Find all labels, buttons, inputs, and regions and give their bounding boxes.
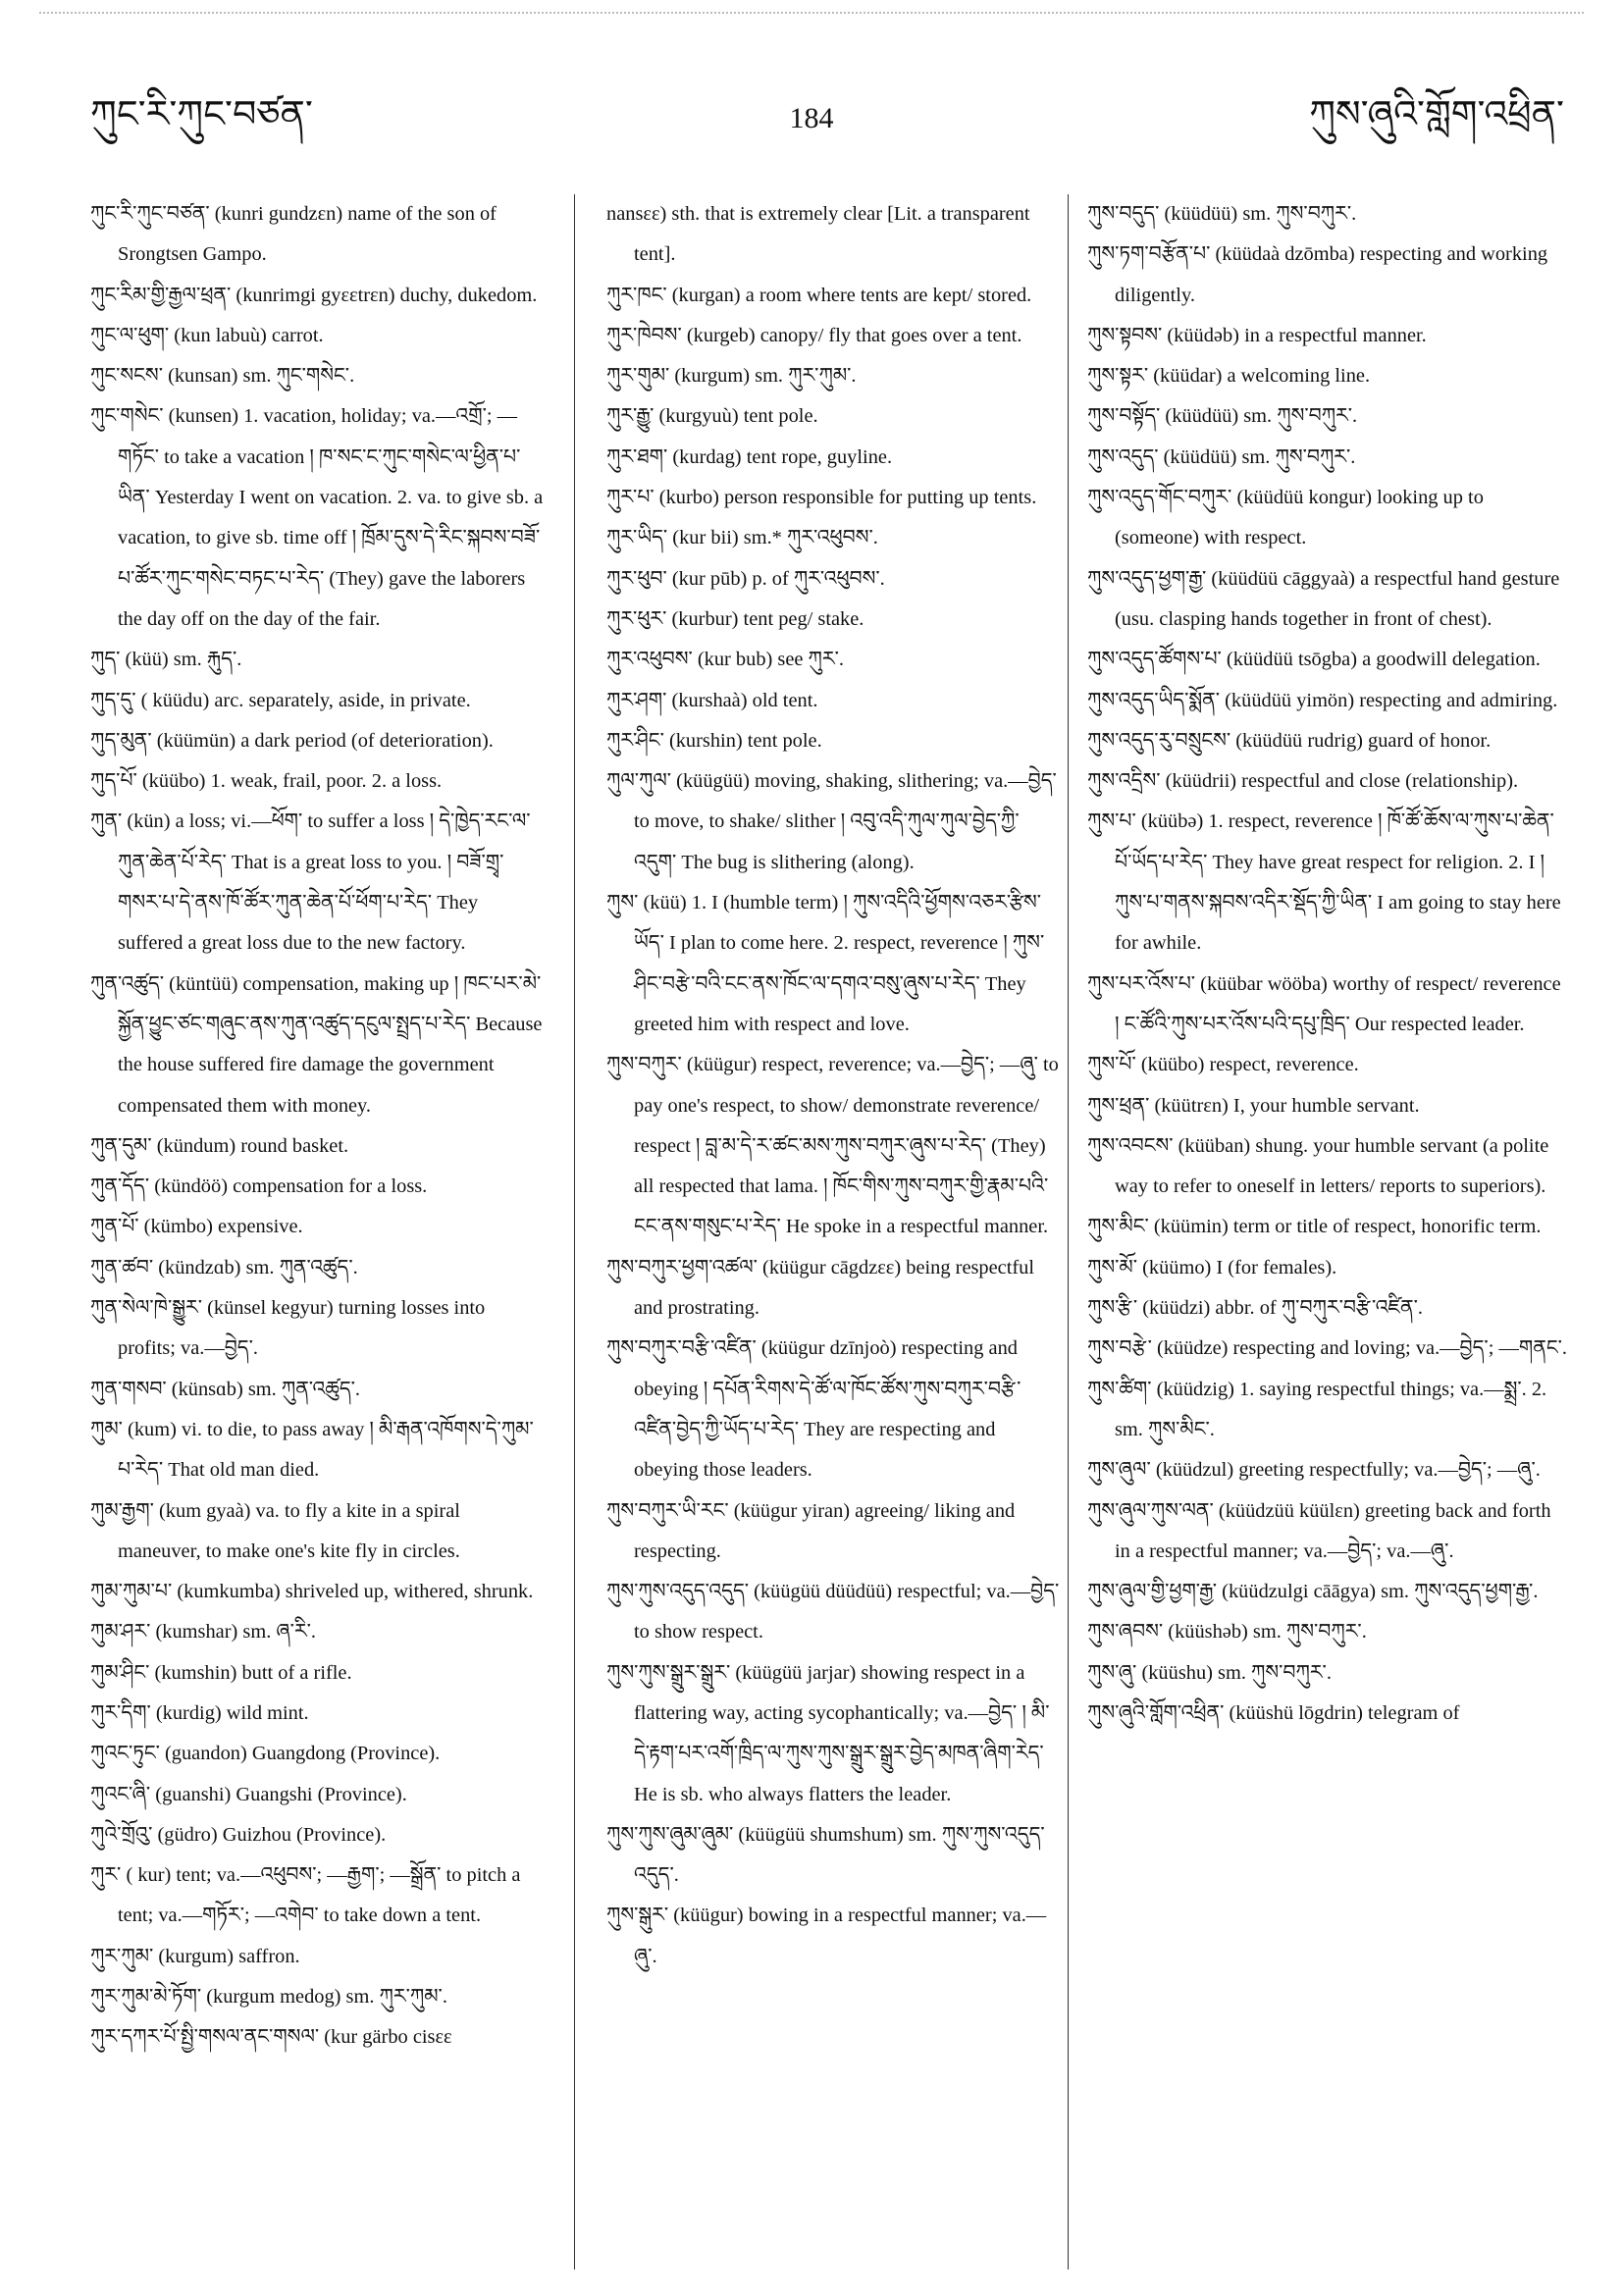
- column-right: [1087, 194, 1568, 2274]
- dictionary-entry: ཀུས་ཀུས་ཞུམ་ཞུམ་ (küügüü shumshum) sm. ཀུས་ཀུས་འདུད་འདུད་.: [606, 1823, 1045, 1887]
- dictionary-entry: nansɛɛ) sth. that is extremely clear [Lit. a transparent tent].: [606, 203, 1030, 266]
- dictionary-entry: ཀུར་ཡིད་ (kur bii) sm.* ཀུར་འཕུབས་.: [606, 527, 878, 549]
- dictionary-entry: ཀུད་དུ་ ( küüdu) arc. separately, aside, in private.: [90, 689, 471, 711]
- dictionary-entry: ཀུས་བཀུར་ (küügur) respect, reverence; va.—བྱེད་; —ཞུ་ to pay one's respect, to show/ demonstrate reverence/ respect ། བླ་མ་དེ་ར་ཚང་མས་ཀུས་བཀུར་ཞུས་པ་རེད་ (They) all respected that lama. ། ཁོང་གིས་ཀུས་བཀུར་གྱི་རྣམ་པའི་ངང་ནས་གསུང་པ་རེད་ He spoke in a respectful manner.: [606, 1054, 1059, 1238]
- column-divider-2: [1068, 194, 1069, 2270]
- dictionary-entry: ཀུམ་ཀུམ་པ་ (kumkumba) shriveled up, withered, shrunk.: [90, 1581, 534, 1603]
- dictionary-entry: ཀུས་ (küü) 1. I (humble term) ། ཀུས་འདིའི་ཕྱོགས་འཅར་རྩིས་ཡོད་ I plan to come here. 2. respect, reverence ། ཀུས་ཤིང་བརྩེ་བའི་ངང་ནས་ཁོང་ལ་དགའ་བསུ་ཞུས་པ་རེད་ They greeted him with respect and love.: [606, 892, 1045, 1035]
- dictionary-entry: ཀུན་དོད་ (kündöö) compensation for a loss.: [90, 1175, 428, 1198]
- dictionary-entry: ཀུས་སྟར་ (küüdar) a welcoming line.: [1087, 365, 1371, 388]
- dictionary-entry: ཀུམ་ཤིང་ (kumshin) butt of a rifle.: [90, 1661, 352, 1684]
- dictionary-entry: ཀུར་ཕུབ་ (kur pūb) p. of ཀུར་འཕུབས་.: [606, 567, 885, 590]
- dictionary-entry: ཀུས་བཀུར་བརྩི་འཛིན་ (küügur dzīnjoò) respecting and obeying ། དཔོན་རིགས་དེ་ཚོ་ལ་ཁོང་ཚོས་ཀུས་བཀུར་བརྩི་འཛིན་བྱེད་ཀྱི་ཡོད་པ་རེད་ They are respecting and obeying those leaders.: [606, 1337, 1021, 1482]
- right-guide-word: ཀུས་ཞུའི་གློག་འཕྲིན་: [1309, 94, 1564, 135]
- dictionary-entry: ཀུན་སེལ་ཁེ་སྒྱུར་ (künsel kegyur) turning losses into profits; va.—བྱེད་.: [90, 1297, 486, 1360]
- dictionary-entry: ཀུས་བདུད་ (küüdüü) sm. ཀུས་བཀུར་.: [1087, 203, 1357, 225]
- dictionary-entry: ཀུས་ཞབས་ (küüshəb) sm. ཀུས་བཀུར་.: [1087, 1621, 1367, 1644]
- dictionary-entry: ཀུར་གུམ་ (kurgum) sm. ཀུར་ཀུམ་.: [606, 365, 857, 388]
- dictionary-entry: ཀུར་དིག་ (kurdig) wild mint.: [90, 1701, 309, 1724]
- dictionary-entry: ཀུས་པ་ (küübə) 1. respect, reverence ། ཁོ་ཚོ་ཆོས་ལ་ཀུས་པ་ཆེན་པོ་ཡོད་པ་རེད་ They have great respect for religion. 2. I ། ཀུས་པ་གནས་སྐབས་འདིར་སྡོད་ཀྱི་ཡིན་ I am going to stay here for awhile.: [1087, 810, 1561, 955]
- dictionary-entry: ཀུན་འཚུད་ (küntüü) compensation, making up ། ཁང་པར་མེ་སྐྱོན་ཕྱུང་ཙང་གཞུང་ནས་ཀུན་འཚུད་དངུལ་སྤྲད་པ་རེད་ Because the house suffered fire damage the government compensated them with money.: [90, 972, 543, 1117]
- dictionary-entry: ཀུར་དཀར་པོ་སྤྱི་གསལ་ནང་གསལ་ (kur gärbo cisɛɛ: [90, 2026, 452, 2049]
- dictionary-entry: ཀུས་ཞུལ་ (küüdzul) greeting respectfully; va.—བྱེད་; —ཞུ་.: [1087, 1459, 1541, 1482]
- column-left: [90, 194, 544, 2274]
- dictionary-entry: ཀུས་ཞུ་ (küüshu) sm. ཀུས་བཀུར་.: [1087, 1661, 1332, 1684]
- top-dotted-rule: [39, 12, 1584, 14]
- dictionary-entry: ཀུན་པོ་ (kümbo) expensive.: [90, 1216, 303, 1238]
- dictionary-entry: ཀུས་ཀུས་སྒྲུར་སྒྲུར་ (küügüü jarjar) showing respect in a flattering way, acting sycophantically; va.—བྱེད་ ། མི་དེ་རྟག་པར་འགོ་ཁྲིད་ལ་ཀུས་ཀུས་སྒྲུར་སྒྲུར་བྱེད་མཁན་ཞིག་རེད་ He is sb. who always flatters the leader.: [606, 1661, 1050, 1805]
- dictionary-entry: ཀུས་ཏག་བརྩོན་པ་ (küüdaà dzōmba) respecting and working diligently.: [1087, 243, 1548, 306]
- dictionary-entry: ཀུན་གསབ་ (künsɑb) sm. ཀུན་འཚུད་.: [90, 1378, 361, 1400]
- column-divider-1: [574, 194, 575, 2270]
- dictionary-entry: ཀུས་འདུད་ཚོགས་པ་ (küüdüü tsōgba) a goodwill delegation.: [1087, 649, 1541, 671]
- dictionary-entry: ཀུས་འདྲིས་ (küüdrii) respectful and close (relationship).: [1087, 770, 1519, 793]
- dictionary-entry: ཀུས་རྩི་ (küüdzi) abbr. of ཀུ་བཀུར་བརྩི་འཛིན་.: [1087, 1297, 1423, 1320]
- dictionary-entry: ཀུང་རིམ་གྱི་རྒྱལ་ཕྲན་ (kunrimgi gyɛɛtrɛn) duchy, dukedom.: [90, 284, 538, 306]
- dictionary-entry: ཀུར་རྒྱུ་ (kurgyuù) tent pole.: [606, 405, 818, 428]
- dictionary-entry: ཀུན་དུམ་ (kündum) round basket.: [90, 1134, 349, 1157]
- dictionary-entry: ཀུར་ཀུམ་མེ་ཏོག་ (kurgum medog) sm. ཀུར་ཀུམ་.: [90, 1986, 447, 2009]
- dictionary-entry: ཀུམ་རྒྱག་ (kum gyaà) va. to fly a kite in a spiral maneuver, to make one's kite fly in circles.: [90, 1499, 460, 1562]
- dictionary-entry: ཀུས་མིང་ (küümin) term or title of respect, honorific term.: [1087, 1216, 1542, 1238]
- dictionary-entry: ཀུས་ཀུས་འདུད་འདུད་ (küügüü düüdüü) respectful; va.—བྱེད་ to show respect.: [606, 1581, 1060, 1644]
- dictionary-entry: ཀུས་ཞུལ་ཀུས་ལན་ (küüdzüü küülɛn) greeting back and forth in a respectful manner; va.—བྱེད་; va.—ཞུ་.: [1087, 1499, 1551, 1562]
- dictionary-entry: ཀུར་ཁེབས་ (kurgeb) canopy/ fly that goes over a tent.: [606, 324, 1022, 346]
- dictionary-entry: ཀུར་ཐག་ (kurdag) tent rope, guyline.: [606, 445, 893, 468]
- dictionary-entry: ཀུང་གསེང་ (kunsen) 1. vacation, holiday; va.—འགྲོ་; —གཏོང་ to take a vacation ། ཁ་སང་ང་ཀུང་གསེང་ལ་ཕྱིན་པ་ཡིན་ Yesterday I went on vacation. 2. va. to give sb. a vacation, to give sb. time off ། ཁྲོམ་དུས་དེ་རིང་སྐབས་བཟོ་པ་ཚོར་ཀུང་གསེང་བཏང་པ་རེད་ (They) gave the laborers the day off on the day of the fair.: [90, 405, 544, 630]
- dictionary-entry: ཀུས་བརྩེ་ (küüdze) respecting and loving; va.—བྱེད་; —གནང་.: [1087, 1337, 1567, 1360]
- dictionary-entry: ཀུས་ཞུའི་གློག་འཕྲིན་ (küüshü lōgdrin) telegram of: [1087, 1701, 1460, 1724]
- dictionary-entry: ཀུས་ཕྲན་ (küütrɛn) I, your humble servant.: [1087, 1094, 1420, 1117]
- dictionary-entry: ཀུད་པོ་ (küübo) 1. weak, frail, poor. 2. a loss.: [90, 770, 443, 793]
- dictionary-entry: ཀུས་ཚིག་ (küüdzig) 1. saying respectful things; va.—སྨྲ་. 2. sm. ཀུས་མིང་.: [1087, 1378, 1547, 1440]
- dictionary-entry: ཀུའེ་གྲོའུ་ (güdro) Guizhou (Province).: [90, 1823, 387, 1846]
- left-guide-word: ཀུང་རི་ཀུང་བཙན་: [90, 94, 313, 135]
- dictionary-entry: ཀུར་ཤག་ (kurshaà) old tent.: [606, 689, 818, 711]
- dictionary-entry: ཀུར་འཕུབས་ (kur bub) see ཀུར་.: [606, 649, 844, 671]
- dictionary-entry: ཀུང་ལ་ཕུག་ (kun labuù) carrot.: [90, 324, 324, 346]
- dictionary-entry: ཀུང་སངས་ (kunsan) sm. ཀུང་གསེང་.: [90, 365, 355, 388]
- dictionary-entry: ཀུས་པོ་ (küübo) respect, reverence.: [1087, 1054, 1359, 1076]
- dictionary-entry: ཀུས་སྟབས་ (küüdəb) in a respectful manner.: [1087, 324, 1427, 346]
- dictionary-entry: ཀུམ་ཤར་ (kumshar) sm. ཞ་རི་.: [90, 1621, 317, 1644]
- dictionary-entry: ཀུའང་ཞི་ (guanshi) Guangshi (Province).: [90, 1783, 407, 1805]
- dictionary-entry: ཀུམ་ (kum) vi. to die, to pass away ། མི་རྒན་འཁོགས་དེ་ཀུམ་པ་རེད་ That old man died.: [90, 1418, 534, 1482]
- dictionary-entry: ཀུར་ཁང་ (kurgan) a room where tents are kept/ stored.: [606, 284, 1032, 306]
- dictionary-entry: ཀུད་མུན་ (küümün) a dark period (of deterioration).: [90, 729, 494, 752]
- page-number: 184: [789, 102, 834, 134]
- dictionary-entry: ཀུར་ཀུམ་ (kurgum) saffron.: [90, 1945, 300, 1967]
- dictionary-entry: ཀུན་ཚབ་ (kündzɑb) sm. ཀུན་འཚུད་.: [90, 1256, 358, 1278]
- dictionary-entry: ཀུས་པར་འོས་པ་ (küübar wööba) worthy of respect/ reverence ། ང་ཚོའི་ཀུས་པར་འོས་པའི་དཔུ་ཁྲིད་ Our respected leader.: [1087, 972, 1561, 1035]
- dictionary-entry: ཀུས་ཞུལ་གྱི་ཕྱག་རྒྱ་ (küüdzulgi cāāgya) sm. ཀུས་འདུད་ཕྱག་རྒྱ་.: [1087, 1581, 1539, 1603]
- dictionary-entry: ཀུས་འདུད་གོང་བཀུར་ (küüdüü kongur) looking up to (someone) with respect.: [1087, 487, 1484, 549]
- column-middle: [606, 194, 1060, 2274]
- dictionary-entry: ཀུར་ཤིང་ (kurshin) tent pole.: [606, 729, 822, 752]
- dictionary-entry: ཀུས་འདུད་ཕྱག་རྒྱ་ (küüdüü cāggyaà) a respectful hand gesture (usu. clasping hands together in front of chest).: [1087, 567, 1560, 630]
- dictionary-entry: ཀུས་འདུད་ (küüdüü) sm. ཀུས་བཀུར་.: [1087, 445, 1356, 468]
- dictionary-entry: ཀུན་ (kün) a loss; vi.—ཕོག་ to suffer a loss ། དེ་ཁྱེད་རང་ལ་ཀུན་ཆེན་པོ་རེད་ That is a great loss to you. ། བཟོ་གྲྭ་གསར་པ་དེ་ནས་ཁོ་ཚོར་ཀུན་ཆེན་པོ་ཕོག་པ་རེད་ They suffered a great loss due to the new factory.: [90, 810, 531, 955]
- dictionary-entry: ཀུང་རི་ཀུང་བཙན་ (kunri gundzɛn) name of the son of Srongtsen Gampo.: [90, 203, 497, 266]
- dictionary-entry: ཀུའང་ཏུང་ (guandon) Guangdong (Province).: [90, 1743, 441, 1765]
- dictionary-entry: ཀུལ་ཀུལ་ (küügüü) moving, shaking, slithering; va.—བྱེད་ to move, to shake/ slither ། འབུ་འདི་ཀུལ་ཀུལ་བྱེད་ཀྱི་འདུག་ The bug is slithering (along).: [606, 770, 1057, 873]
- dictionary-entry: ཀུས་འདུད་ཡིད་སྨོན་ (küüdüü yimön) respecting and admiring.: [1087, 689, 1558, 711]
- dictionary-entry: ཀུས་བསྟོད་ (küüdüü) sm. ཀུས་བཀུར་.: [1087, 405, 1358, 428]
- dictionary-entry: ཀུར་ཕུར་ (kurbur) tent peg/ stake.: [606, 607, 864, 630]
- dictionary-entry: ཀུས་མོ་ (küümo) I (for females).: [1087, 1256, 1337, 1278]
- dictionary-entry: ཀུས་སྒུར་ (küügur) bowing in a respectful manner; va.—ཞུ་.: [606, 1905, 1047, 1967]
- dictionary-entry: ཀུར་པ་ (kurbo) person responsible for putting up tents.: [606, 487, 1037, 509]
- dictionary-entry: ཀུས་འདུད་རུ་བསྲུངས་ (küüdüü rudrig) guard of honor.: [1087, 729, 1492, 752]
- dictionary-entry: ཀུས་བཀུར་ཕྱག་འཚལ་ (küügur cāgdzɛɛ) being respectful and prostrating.: [606, 1256, 1035, 1320]
- dictionary-entry: ཀུར་ ( kur) tent; va.—འཕུབས་; —རྒྱག་; —སྒྲོན་ to pitch a tent; va.—གཏོར་; —འགེབ་ to take down a tent.: [90, 1864, 521, 1927]
- dictionary-entry: ཀུས་འབངས་ (küüban) shung. your humble servant (a polite way to refer to oneself in letters/ reports to superiors).: [1087, 1134, 1549, 1198]
- dictionary-entry: ཀུད་ (küü) sm. རྐུད་.: [90, 649, 242, 671]
- dictionary-entry: ཀུས་བཀུར་ཡི་རང་ (küügur yiran) agreeing/ liking and respecting.: [606, 1499, 1016, 1562]
